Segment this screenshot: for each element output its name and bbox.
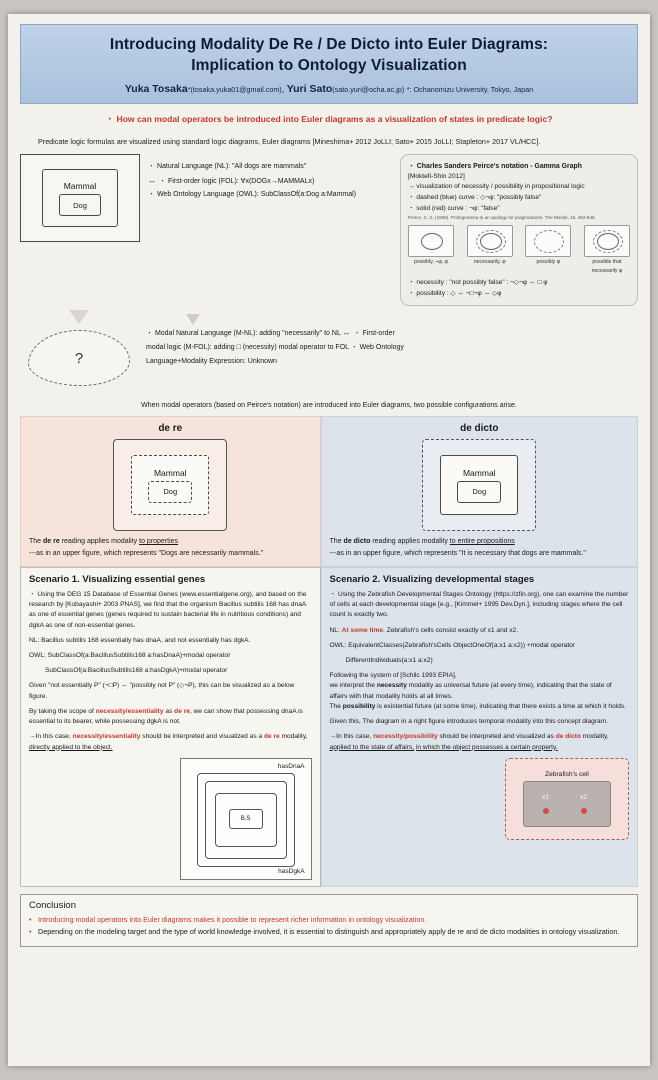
author-1-sup: * [187,84,191,94]
de-re-mammal-set [131,455,209,515]
author-line: Yuka Tosaka*(tosaka.yuka01@gmail.com), Yuri Sato(sato.yuri@ocha.ac.jp) *: Ochanomizu University, Tokyo, Japan [124,82,534,95]
peirce-def-2: ・ possibility : ◇ ⇔ ¬□¬φ ⇔ ◇φ [408,289,502,297]
classic-bullet-3: ・ Web Ontology Language (OWL): SubClassOf(a:Dog a:Mammal) [148,191,357,199]
de-re-diagram [113,439,227,531]
title-line-2: Implication to Ontology Visualization [191,56,467,74]
scenario-1-owl-2: SubClassOf(a:BacillusSubtilis168 a:hasDgkA)+modal operator [45,667,228,675]
author-1-email: (tosaka.yuka01@gmail.com) [190,84,282,94]
de-re-note [29,536,312,560]
title-line-1: Introducing Modality De Re / De Dicto into Euler Diagrams: [109,36,549,53]
scenario-1-p4 [29,707,312,727]
gamma-graph-2-figure [467,225,513,257]
unknown-diagram-cloud [20,310,138,396]
de-re-dog-set [148,481,192,503]
s1p4c: as [163,707,175,715]
modal-definitions [416,310,638,336]
de-dicto-note-d: to entire propositions [449,538,515,546]
scenario-2-title: Scenario 2. Visualizing developmental stages [329,573,535,585]
dog-set [59,194,101,216]
gamma-graph-row [408,225,630,275]
scenario-1-nl: NL: Bacillus subtilis 168 essentially has dnaA, and not essentially has dgkA. [29,636,251,644]
s2nla: NL: [329,626,342,634]
peirce-heading: ・ Charles Sanders Peirce's notation - Gamma Graph [408,162,582,170]
s2p5d: de dicto [555,733,581,741]
mammal-set [42,169,118,227]
gamma-graph-1-figure [408,225,454,257]
classic-bullet-2: ↔ ・ First-order logic (FOL): ∀x(DOGx→MAMMALx) [148,176,315,186]
bacillus-label: B.S [229,809,263,829]
modal-bullet-1: ・ Modal Natural Language (M-NL): adding "necessarily" to NL [146,330,341,338]
de-dicto-title: de dicto [460,423,499,435]
s1p5e: modality, [279,733,308,741]
de-re-note-a: The [29,538,44,546]
s2nlred: At some time [341,626,384,634]
modal-bullets [146,310,408,369]
modal-section [20,310,638,396]
scenario-2-nl [330,626,629,636]
scenario-1-owl-1: OWL: SubClassOf(a:BacillusSubtilis168 a:hasDnaA)+modal operator [29,652,231,660]
de-re-mammal-label: Mammal [153,467,187,478]
gamma-graph-1-caption: possibly, ¬φ, φ [414,259,448,266]
s1p4b: necessity/essentiality [95,707,164,715]
de-re-title: de re [158,423,183,435]
scenario-1 [20,567,321,887]
scenario-2-p3 [330,671,629,712]
s2p5a: →In this case, [329,733,374,741]
scenario-2-figure [505,758,629,840]
gamma-graph-4 [584,225,630,275]
research-question: ・ How can modal operators be introduced into Euler diagrams as a visualization of states in predicate logic? [105,113,553,124]
scenario-1-figure [180,758,312,880]
de-re-note-c: reading applies modality [59,538,140,546]
dog-label: Dog [73,200,87,210]
classic-bullets [148,154,392,202]
author-1-name: Yuka Tosaka [124,82,188,95]
scenario-1-p5 [29,732,312,752]
gamma-graph-3-caption: possibly φ [536,259,561,266]
scenario-1-p1: ・ Using the DEG 15 Database of Essential Genes (www.essentialgene.org), and based on the research by [Kobayashi+ 2003 PNAS], we find that the organism Bacillus subtilis 168 has dnaA as one of essential genes (genes required to sustain bacterial life in nutritious conditions) and dgkA as one of non-essential genes. [29,590,307,629]
x1-dot [543,808,549,814]
x1-label: x1 [542,793,549,801]
affiliation: *: Ochanomizu University, Tokyo, Japan [406,84,534,94]
s2p5c: should be interpreted and visualized as [437,733,556,741]
poster-page [8,14,650,1066]
s2p5b: necessity/possibility [373,733,438,741]
s2p3b: we interpret the [329,682,377,690]
scenario-2-p1: ・ Using the Zebrafish Developmental Stages Ontology (https://zfin.org), one can examine the number of cells at each developmental stage [e.g., [Kimmel+ 1995 Dev.Dyn.], including stages where the cell count is exactly two. [329,590,629,619]
peirce-reference: [Moktefi-Shin 2012] [408,172,465,180]
gamma-graph-3 [525,225,571,275]
intro-line: Predicate logic formulas are visualized using standard logic diagrams, Euler diagrams [Mineshima+ 2012 JoLLI; Sato+ 2015 JoLLI; Stapleton+ 2017 VL/HCC]. [38,136,541,146]
scenario-2-p5 [330,732,629,752]
s2p3c: modality as universal future (at every time), indicating that the state of affairs with that modality holds at all times. [329,682,612,700]
euler-diagram-classic [20,154,140,242]
bidirectional-arrow-icon: ↔ [148,176,156,186]
s2p3nec: necessity [376,682,407,690]
s1p4d: de re [174,707,190,715]
author-2-email: (sato.yuri@ocha.ac.jp) [332,84,405,94]
de-dicto-note [330,536,629,560]
de-dicto-panel [321,416,638,567]
de-re-note-d: to properties [139,538,179,546]
peirce-notation-box [400,154,638,306]
de-dicto-note-2: ---as in an upper figure, which represents "It is necessary that dogs are mammals." [329,550,586,558]
s1p5b: necessity/essentiality [72,733,141,741]
scenario-1-p3: Given "not essentially P" (¬□P) ⇔ "possibly not P" (◇¬P), this can be visualized as a below figure. [29,682,295,700]
conclusion-item: • Depending on the modeling target and the type of world knowledge involved, it is essential to distinguish and appropriately apply de re and de dicto modalities in ontology visualization. [29,926,629,938]
de-dicto-note-b: de dicto [343,538,371,546]
conclusion-title: Conclusion [29,899,76,911]
s2p5g: in which the object possesses a certain property. [415,743,558,751]
gamma-graph-2-caption: necessarily, φ [473,259,506,266]
s2p3a: Following the system of [Schilc 1993 EPIA], [329,672,457,680]
peirce-def-1: ・ necessity : "not possibly false" : ¬◇¬φ ⇔ □ φ [408,279,548,287]
de-re-note-2: ---as in an upper figure, which represents "Dogs are necessarily mammals." [29,550,264,558]
s1p5f: directly applied to the object. [29,743,113,751]
de-re-panel [20,416,321,567]
down-arrow-icon [69,310,89,324]
s1p4e: , we can show that possessing dnaA is essential to its bearer, while possessing dgkA is not. [29,707,303,726]
de-dicto-note-c: reading applies modality [370,538,450,546]
s2p3e: is existential future (at some time), indicating that there exists a time at which it holds. [375,702,627,710]
de-dicto-mammal-set [440,455,518,515]
de-dicto-dog-label: Dog [472,487,487,497]
transition-line: When modal operators (based on Peirce's notation) are introduced into Euler diagrams, two possible configurations arise. [141,402,517,410]
conclusion-box [20,894,638,947]
s2p5f: applied to the state of affairs, [329,743,415,751]
de-re-note-b: de re [43,538,60,546]
peirce-bullet-1: ・ dashed (blue) curve : ◇¬φ: "possibly false" [408,193,542,201]
mammal-label: Mammal [63,181,97,192]
peirce-citation: Peirce, C. S. (1906). Prolegomena to an apology for pragmaticism. The Monist, 16, 492-546. [408,215,596,221]
classic-bullet-1: ・ Natural Language (NL): "All dogs are mammals" [148,162,307,170]
s1p5c: should be interpreted and visualized as a [140,733,264,741]
gamma-graph-2 [467,225,513,275]
s1p5d: de re [263,733,280,741]
zebrafish-cell [523,781,611,827]
s1p5a: →In this case, [29,733,73,741]
conclusion-item: • Introducing modal operators into Euler diagrams makes it possible to represent richer information in ontology visualization. [29,914,629,926]
gamma-graph-1 [408,225,454,275]
question-mark: ? [28,330,130,386]
x2-dot [581,808,587,814]
scenario-2-owl-1: OWL: EquivalentClasses(Zebrafish'sCells ObjectOneOf(a:x1 a:x2)) +modal operator [329,641,576,649]
author-2-name: Yuri Sato [286,82,333,95]
modality-panels [20,416,638,567]
s1p4a: By taking the scope of [29,707,96,715]
de-dicto-dog-set [457,481,501,503]
gamma-graph-4-figure [584,225,630,257]
modal-bullet-2: ↔ ・ First-order modal logic (M-FOL): adding □ (necessity) modal operator to FOL [146,328,395,352]
s2p5e: modality, [580,733,609,741]
s2nlb: , Zebrafish's cells consist exactly of x1 and x2. [383,626,519,634]
classic-section [20,154,638,306]
s2p3pos: possibility [342,702,376,710]
hasdgka-label: hasDgkA [278,867,305,875]
peirce-bullet-2: ・ solid (red) curve : ¬φ: "false" [408,204,500,212]
de-dicto-note-a: The [329,538,344,546]
x2-label: x2 [580,793,587,801]
modal-bullet-3: ・ Web Ontology Language+Modality Expression: Unknown [146,344,404,366]
s2p3d: The [329,702,343,710]
gamma-graph-4-caption: possible that necessarily φ [591,259,623,274]
bidirectional-arrow-icon-2: ↔ [342,328,351,338]
scenario-1-title: Scenario 1. Visualizing essential genes [29,573,206,585]
down-arrow-icon-small [186,314,200,325]
scenario-2 [321,567,638,887]
scenario-2-owl-2: DifferentIndividuals(a:x1 a:x2) [345,657,433,665]
scenario-2-p4: Given this, The diagram in a right figure introduces temporal modality into this concept diagram. [329,718,608,726]
hasdnaa-label: hasDnaA [277,762,305,770]
gamma-graph-3-figure [525,225,571,257]
zebrafish-caption: Zebrafish's cell [545,770,589,778]
de-re-dog-label: Dog [163,487,178,497]
title-banner [20,24,638,104]
scenarios [20,567,638,887]
de-dicto-diagram [422,439,536,531]
de-dicto-mammal-label: Mammal [462,467,496,478]
peirce-arrow-line: → visualization of necessity / possibility in propositional logic [408,183,585,191]
